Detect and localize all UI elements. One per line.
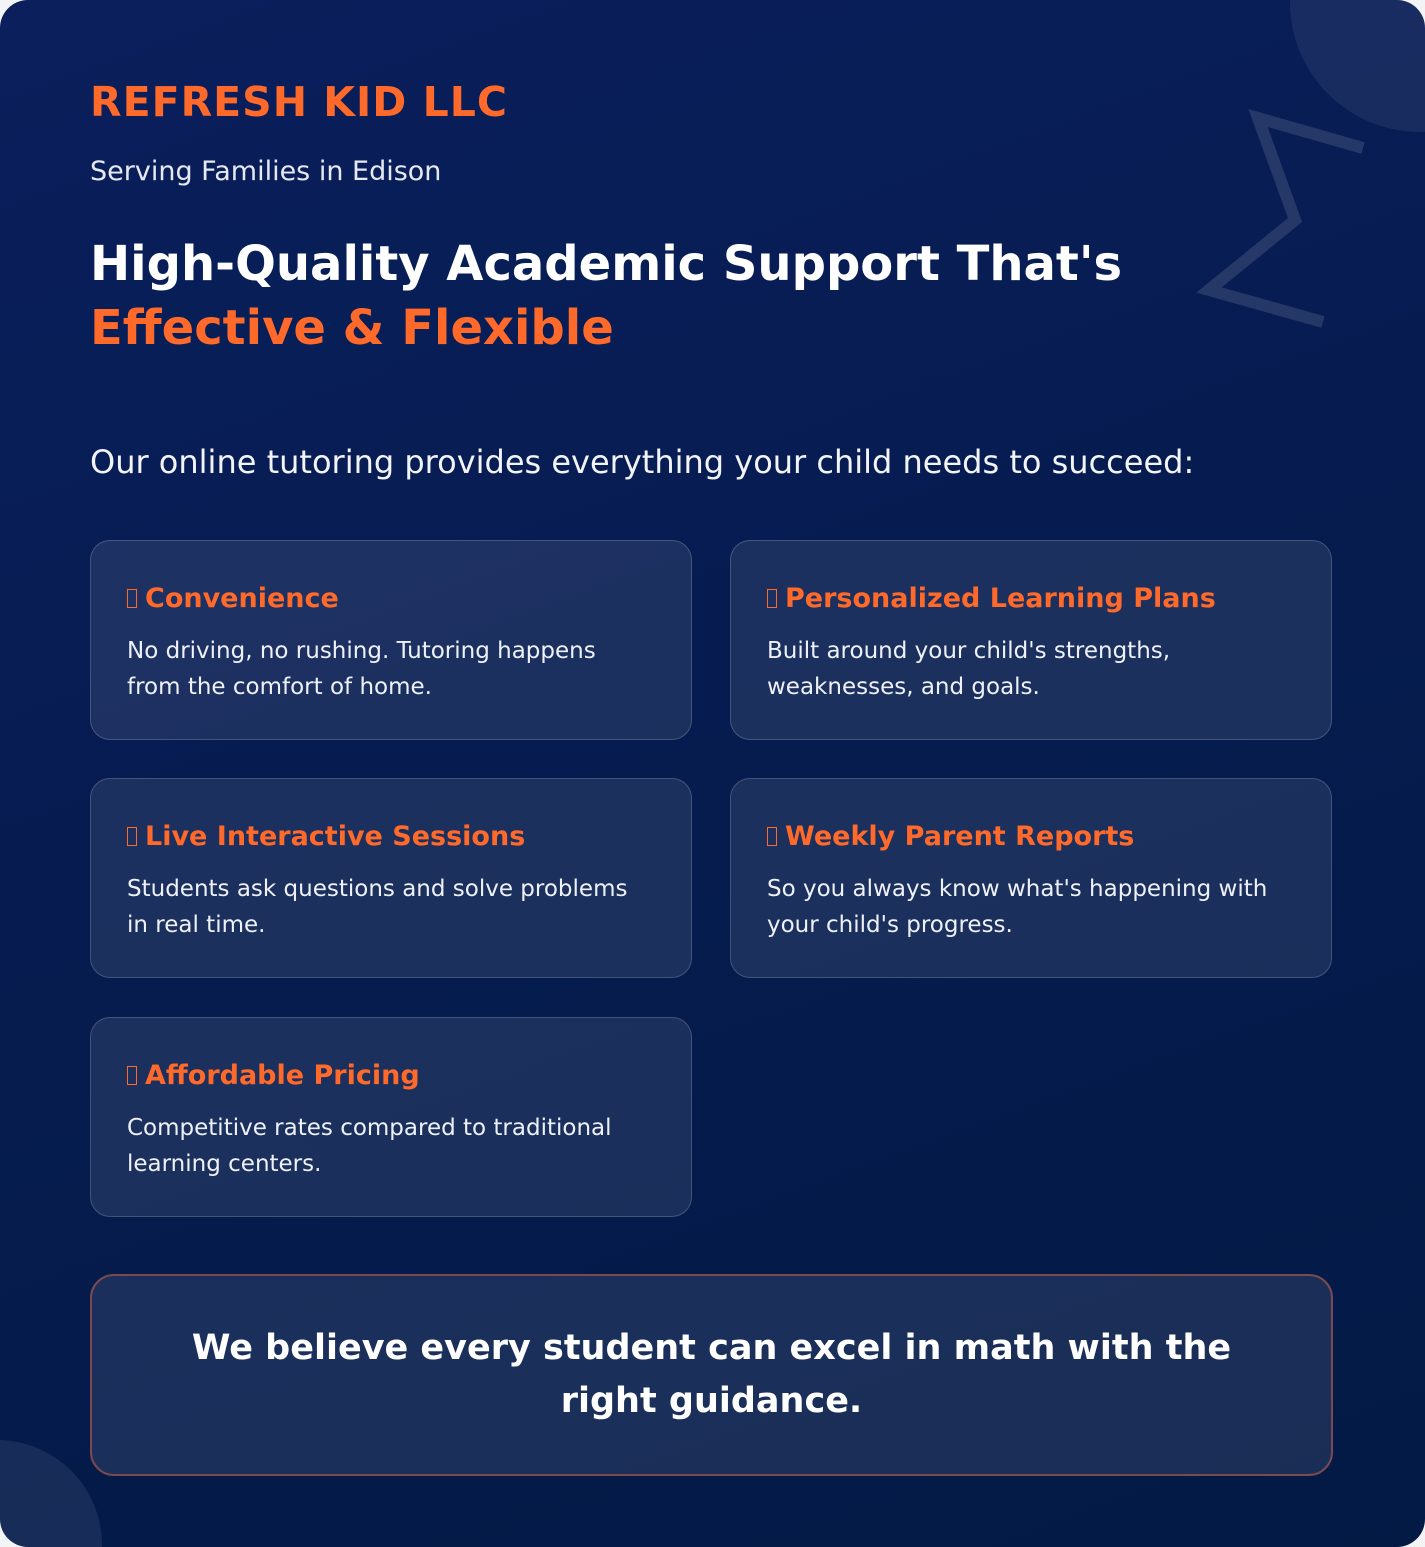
feature-description: Competitive rates compared to traditional learning centers. (127, 1115, 612, 1177)
feature-title (127, 581, 655, 617)
feature-card-personalized-plans (730, 540, 1332, 740)
feature-title-text: Personalized Learning Plans (785, 583, 1216, 614)
feature-title-text: Weekly Parent Reports (785, 821, 1135, 852)
missing-glyph-icon (127, 1066, 137, 1085)
brand-name: REFRESH KID LLC (90, 78, 508, 126)
feature-card-live-sessions (90, 778, 692, 978)
closing-statement: We believe every student can excel in math with the right guidance. (191, 1328, 1232, 1421)
feature-title-text: Affordable Pricing (145, 1060, 420, 1091)
closing-statement-box (90, 1274, 1333, 1476)
feature-title (127, 1058, 655, 1094)
feature-card-weekly-reports (730, 778, 1332, 978)
feature-description: Students ask questions and solve problems in real time. (127, 876, 628, 938)
feature-title (767, 581, 1295, 617)
missing-glyph-icon (127, 827, 137, 846)
feature-description: No driving, no rushing. Tutoring happens from the comfort of home. (127, 638, 596, 700)
missing-glyph-icon (127, 589, 137, 608)
page-headline (90, 232, 1330, 360)
feature-card-convenience (90, 540, 692, 740)
brand-tagline: Serving Families in Edison (90, 156, 442, 187)
feature-card-affordable-pricing (90, 1017, 692, 1217)
missing-glyph-icon (767, 589, 777, 608)
missing-glyph-icon (767, 827, 777, 846)
feature-title (127, 819, 655, 855)
intro-text: Our online tutoring provides everything your child needs to succeed: (90, 443, 1195, 481)
headline-accent: Effective & Flexible (90, 300, 614, 356)
feature-description: Built around your child's strengths, weaknesses, and goals. (767, 638, 1171, 700)
decorative-circle-bottom (0, 1440, 102, 1547)
feature-description: So you always know what's happening with your child's progress. (767, 876, 1268, 938)
feature-title (767, 819, 1295, 855)
feature-title-text: Live Interactive Sessions (145, 821, 526, 852)
feature-title-text: Convenience (145, 583, 339, 614)
headline-text: High-Quality Academic Support That's (90, 236, 1123, 292)
